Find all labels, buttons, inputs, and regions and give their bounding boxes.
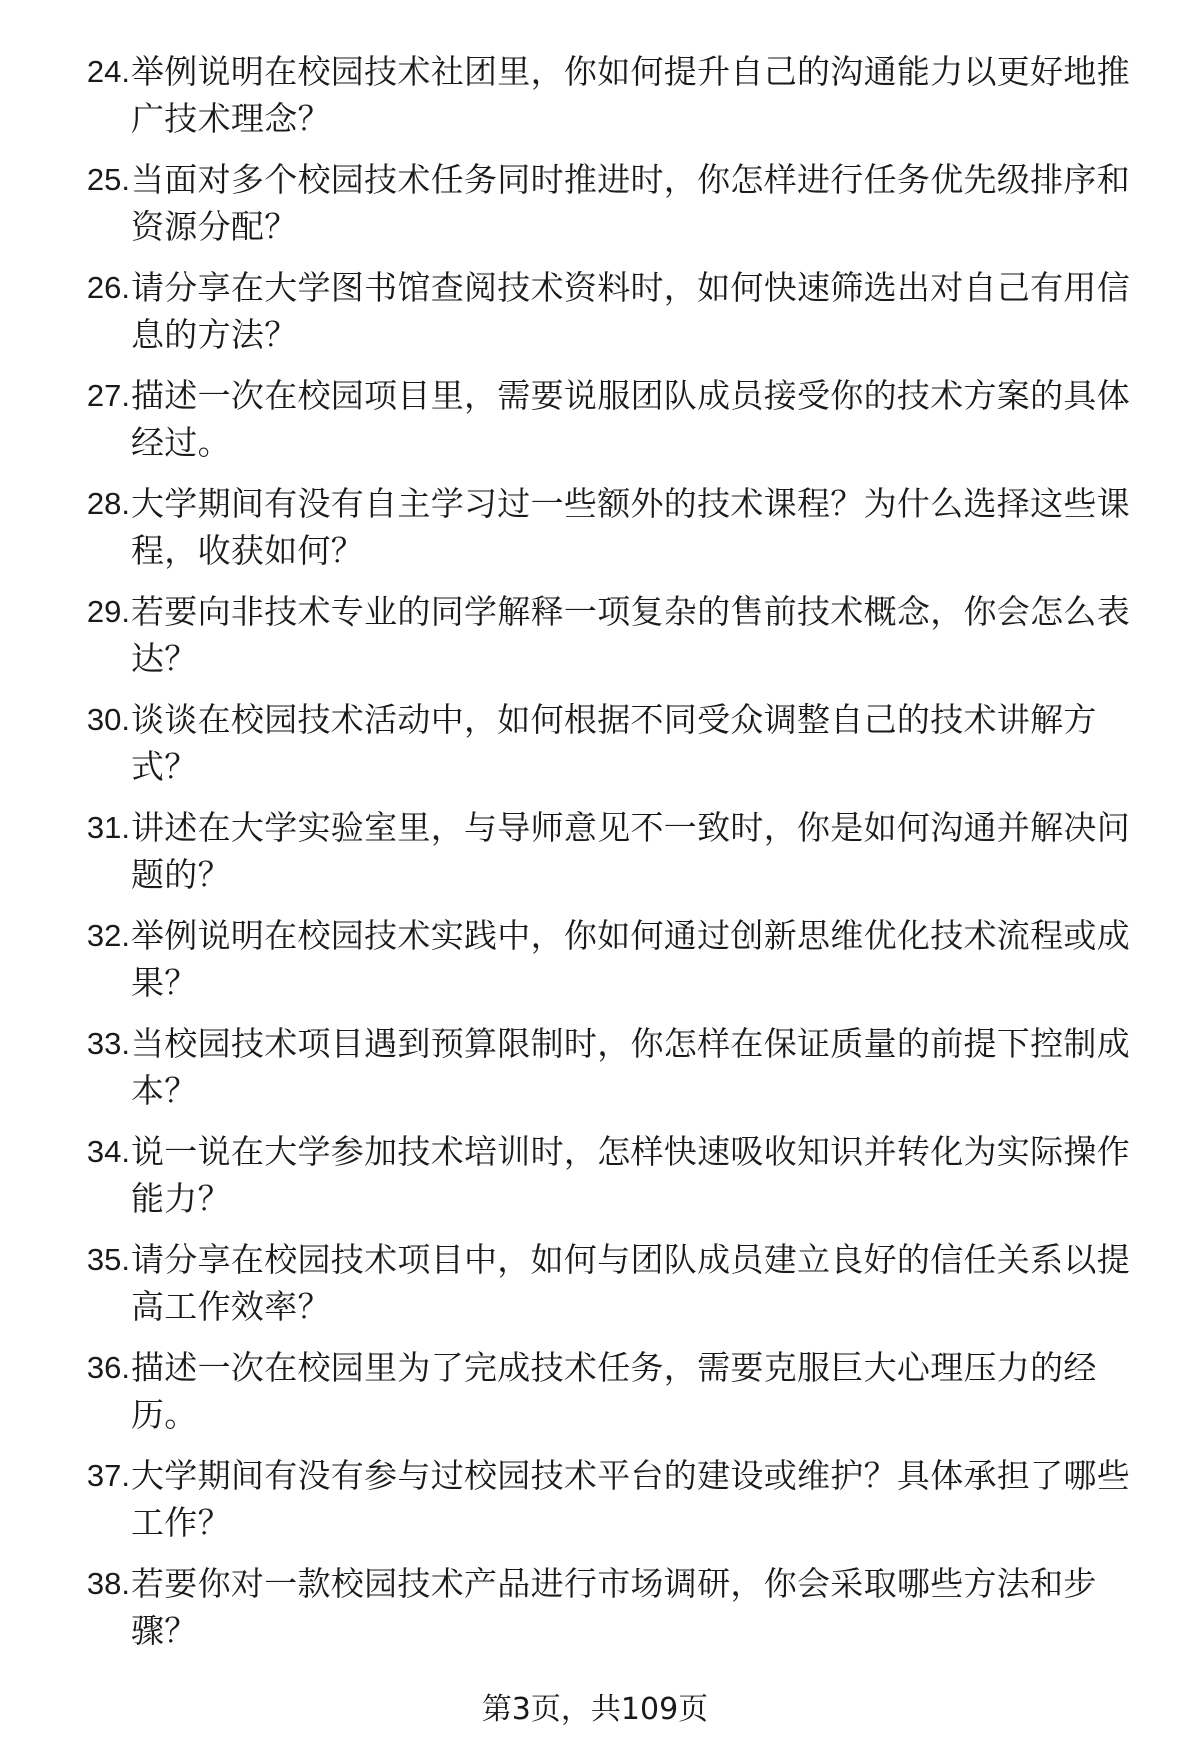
question-item	[0, 1344, 1190, 1452]
question-text: 若要你对一款校园技术产品进行市场调研，你会采取哪些方法和步骤？	[131, 1564, 1097, 1650]
question-item	[0, 1128, 1190, 1236]
question-text: 谈谈在校园技术活动中，如何根据不同受众调整自己的技术讲解方式？	[131, 700, 1097, 786]
question-number: 36.	[86, 1350, 130, 1385]
question-number: 30.	[86, 702, 130, 737]
question-item	[0, 1020, 1190, 1128]
question-text: 大学期间有没有自主学习过一些额外的技术课程？为什么选择这些课程，收获如何？	[131, 484, 1130, 570]
question-number: 38.	[86, 1566, 130, 1601]
question-text: 当面对多个校园技术任务同时推进时，你怎样进行任务优先级排序和资源分配？	[131, 160, 1130, 246]
question-text: 大学期间有没有参与过校园技术平台的建设或维护？具体承担了哪些工作？	[131, 1456, 1130, 1542]
question-number: 32.	[86, 918, 130, 953]
question-text: 当校园技术项目遇到预算限制时，你怎样在保证质量的前提下控制成本？	[131, 1024, 1130, 1110]
question-text: 举例说明在校园技术实践中，你如何通过创新思维优化技术流程或成果？	[131, 916, 1130, 1002]
question-text: 请分享在大学图书馆查阅技术资料时，如何快速筛选出对自己有用信息的方法？	[131, 268, 1130, 354]
question-text: 举例说明在校园技术社团里，你如何提升自己的沟通能力以更好地推广技术理念？	[131, 52, 1130, 138]
question-text: 说一说在大学参加技术培训时，怎样快速吸收知识并转化为实际操作能力？	[131, 1132, 1130, 1218]
question-item	[0, 156, 1190, 264]
question-item	[0, 1560, 1190, 1668]
question-text: 若要向非技术专业的同学解释一项复杂的售前技术概念，你会怎么表达？	[131, 592, 1130, 678]
question-item	[0, 588, 1190, 696]
question-list	[0, 48, 1190, 1668]
page-number-footer: 第3页，共109页	[481, 1692, 709, 1727]
question-number: 27.	[86, 378, 130, 413]
question-text: 描述一次在校园里为了完成技术任务，需要克服巨大心理压力的经历。	[131, 1348, 1097, 1434]
question-number: 31.	[86, 810, 130, 845]
question-text: 请分享在校园技术项目中，如何与团队成员建立良好的信任关系以提高工作效率？	[131, 1240, 1130, 1326]
question-text: 讲述在大学实验室里，与导师意见不一致时，你是如何沟通并解决问题的？	[131, 808, 1130, 894]
question-item	[0, 48, 1190, 156]
question-number: 29.	[86, 594, 130, 629]
question-item	[0, 372, 1190, 480]
question-text: 描述一次在校园项目里，需要说服团队成员接受你的技术方案的具体经过。	[131, 376, 1130, 462]
question-number: 35.	[86, 1242, 130, 1277]
question-number: 26.	[86, 270, 130, 305]
question-item	[0, 696, 1190, 804]
question-number: 37.	[86, 1458, 130, 1493]
question-number: 28.	[86, 486, 130, 521]
question-item	[0, 1452, 1190, 1560]
question-item	[0, 804, 1190, 912]
question-item	[0, 264, 1190, 372]
question-item	[0, 912, 1190, 1020]
question-item	[0, 1236, 1190, 1344]
question-number: 24.	[86, 54, 130, 89]
question-item	[0, 480, 1190, 588]
question-number: 34.	[86, 1134, 130, 1169]
question-number: 25.	[86, 162, 130, 197]
question-number: 33.	[86, 1026, 130, 1061]
